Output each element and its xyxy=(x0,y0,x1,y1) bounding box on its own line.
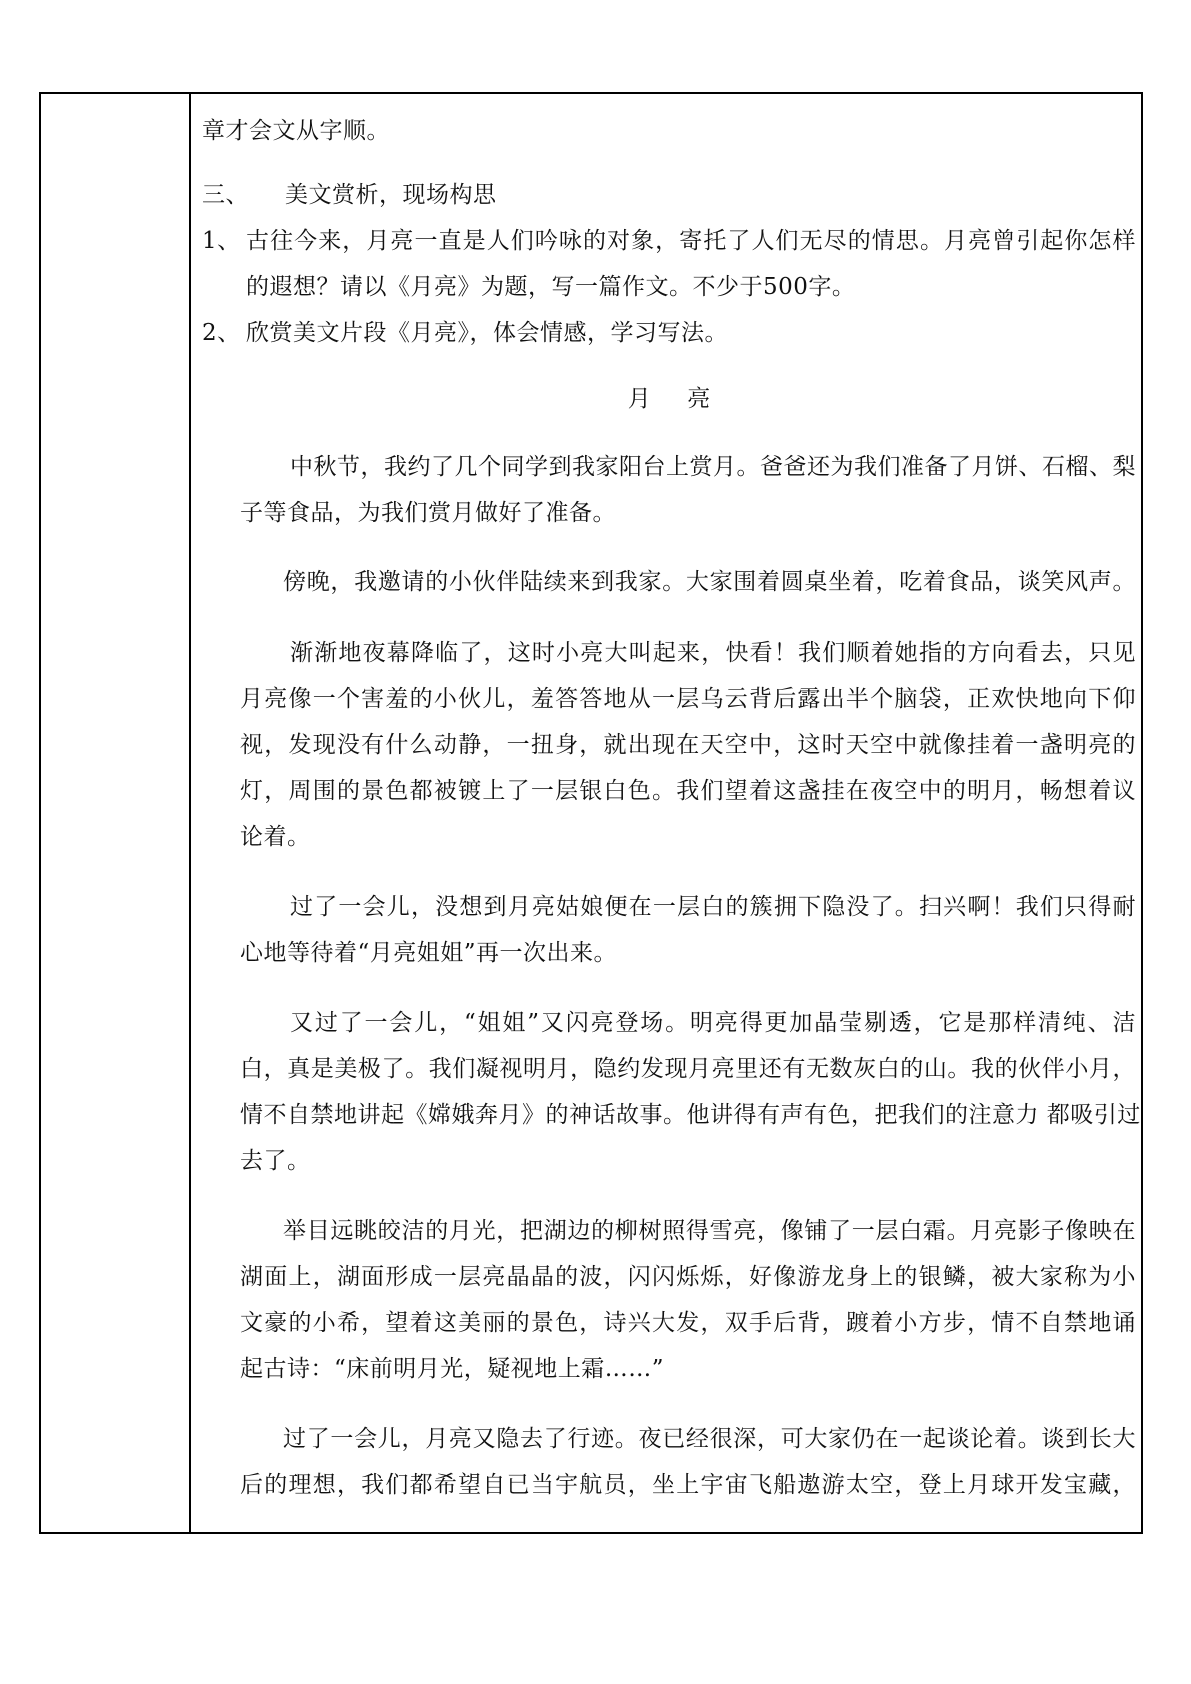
essay-p5-line-2: 白，真是美极了。我们凝视明月，隐约发现月亮里还有无数灰白的山。我的伙伴小月， xyxy=(240,1056,1136,1082)
essay-title xyxy=(199,384,1139,414)
task-1-line-1: 古往今来，月亮一直是人们吟咏的对象，寄托了人们无尽的情思。月亮曾引起你怎样 xyxy=(246,228,1136,254)
task-1-line-2: 的遐想？请以《月亮》为题，写一篇作文。不少于500字。 xyxy=(246,274,856,300)
continuation-text: 章才会文从字顺。 xyxy=(202,118,390,144)
essay-title-char-1: 月 xyxy=(627,386,651,412)
essay-p5-line-4: 去了。 xyxy=(240,1148,311,1174)
essay-p6-line-1: 举目远眺皎洁的月光，把湖边的柳树照得雪亮，像铺了一层白霜。月亮影子像映在 xyxy=(283,1218,1136,1244)
essay-p5-line-1: 又过了一会儿，“姐姐”又闪亮登场。明亮得更加晶莹剔透，它是那样清纯、洁 xyxy=(290,1010,1136,1036)
essay-p5-line-3: 情不自禁地讲起《嫦娥奔月》的神话故事。他讲得有声有色，把我们的注意力 都吸引过 xyxy=(240,1102,1141,1128)
task-number-1: 1、 xyxy=(202,228,241,254)
essay-p6-line-4: 起古诗：“床前明月光，疑视地上霜……” xyxy=(240,1356,665,1382)
essay-title-char-2: 亮 xyxy=(687,386,711,412)
essay-p7-line-1: 过了一会儿，月亮又隐去了行迹。夜已经很深，可大家仍在一起谈论着。谈到长大 xyxy=(283,1426,1136,1452)
essay-p6-line-2: 湖面上，湖面形成一层亮晶晶的波，闪闪烁烁，好像游龙身上的银鳞，被大家称为小 xyxy=(240,1264,1136,1290)
column-divider xyxy=(189,92,191,1534)
task-2-line-1: 欣赏美文片段《月亮》，体会情感，学习写法。 xyxy=(246,320,728,346)
essay-p6-line-3: 文豪的小希，望着这美丽的景色，诗兴大发，双手后背，踱着小方步，情不自禁地诵 xyxy=(240,1310,1136,1336)
essay-p3-line-2: 月亮像一个害羞的小伙儿，羞答答地从一层乌云背后露出半个脑袋，正欢快地向下仰 xyxy=(240,686,1136,712)
essay-p1-line-1: 中秋节，我约了几个同学到我家阳台上赏月。爸爸还为我们准备了月饼、石榴、梨 xyxy=(290,454,1136,480)
task-number-2: 2、 xyxy=(202,320,241,346)
essay-p3-line-4: 灯，周围的景色都被镀上了一层银白色。我们望着这盏挂在夜空中的明月，畅想着议 xyxy=(240,778,1136,804)
essay-p3-line-5: 论着。 xyxy=(240,824,311,850)
essay-p7-line-2: 后的理想，我们都希望自已当宇航员，坐上宇宙飞船遨游太空，登上月球开发宝藏， xyxy=(240,1472,1136,1498)
essay-p2-line-1: 傍晚，我邀请的小伙伴陆续来到我家。大家围着圆桌坐着，吃着食品，谈笑风声。 xyxy=(283,569,1136,595)
essay-p3-line-3: 视，发现没有什么动静，一扭身，就出现在天空中，这时天空中就像挂着一盏明亮的 xyxy=(240,732,1136,758)
section-number: 三、 xyxy=(202,182,249,208)
essay-p1-line-2: 子等食品，为我们赏月做好了准备。 xyxy=(240,500,616,526)
essay-p4-line-2: 心地等待着“月亮姐姐”再一次出来。 xyxy=(240,940,618,966)
section-title: 美文赏析，现场构思 xyxy=(285,182,497,208)
essay-p3-line-1: 渐渐地夜幕降临了，这时小亮大叫起来，快看！我们顺着她指的方向看去，只见 xyxy=(290,640,1136,666)
essay-p4-line-1: 过了一会儿，没想到月亮姑娘便在一层白的簇拥下隐没了。扫兴啊！我们只得耐 xyxy=(290,894,1136,920)
